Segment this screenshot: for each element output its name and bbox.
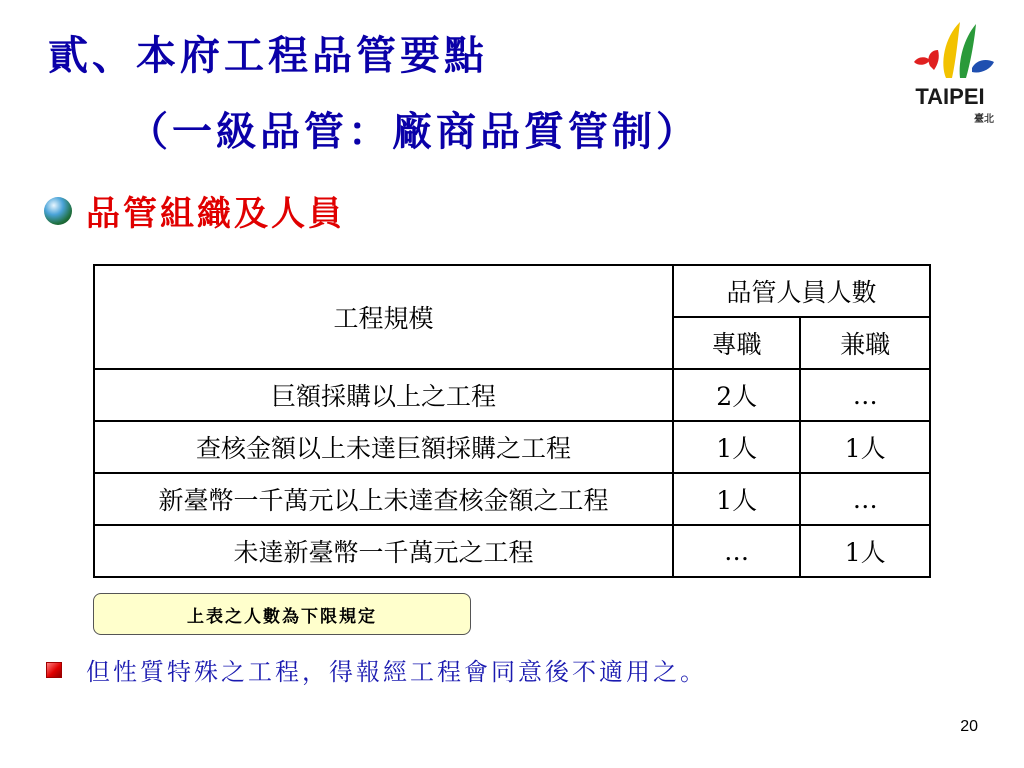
header-parttime: 兼職 xyxy=(800,317,930,369)
table-row xyxy=(94,473,930,525)
cell-fulltime: 2人 xyxy=(673,369,801,421)
cell-scale: 查核金額以上未達巨額採購之工程 xyxy=(94,421,673,473)
logo-wordmark: TAIPEI xyxy=(915,84,985,109)
slide-subtitle: （一級品管：廠商品質管制） xyxy=(128,108,700,155)
cell-scale: 新臺幣一千萬元以上未達查核金額之工程 xyxy=(94,473,673,525)
header-scale: 工程規模 xyxy=(94,265,673,369)
header-staff-count: 品管人員人數 xyxy=(673,265,930,317)
table-row xyxy=(94,369,930,421)
taipei-logo xyxy=(900,16,1000,128)
slide-title: 貳、本府工程品管要點 xyxy=(48,32,488,79)
cell-scale: 巨額採購以上之工程 xyxy=(94,369,673,421)
cell-fulltime: 1人 xyxy=(673,421,801,473)
square-bullet-icon xyxy=(46,662,62,678)
heading-bullet xyxy=(44,186,345,235)
cell-fulltime: … xyxy=(673,525,801,577)
minimum-requirement-note: 上表之人數為下限規定 xyxy=(93,593,471,635)
cell-scale: 未達新臺幣一千萬元之工程 xyxy=(94,525,673,577)
exception-bullet xyxy=(46,652,707,687)
page-number: 20 xyxy=(960,718,978,735)
cell-fulltime: 1人 xyxy=(673,473,801,525)
cell-parttime: … xyxy=(800,369,930,421)
table-row xyxy=(94,421,930,473)
table-header-row xyxy=(94,265,930,317)
taipei-logo-graphic xyxy=(900,16,1000,86)
qc-staff-table xyxy=(93,264,931,578)
cell-parttime: 1人 xyxy=(800,525,930,577)
cell-parttime: … xyxy=(800,473,930,525)
header-fulltime: 專職 xyxy=(673,317,801,369)
globe-bullet-icon xyxy=(44,197,72,225)
exception-text: 但性質特殊之工程，得報經工程會同意後不適用之。 xyxy=(86,658,707,686)
logo-subtext: 臺北 xyxy=(974,114,994,125)
table-row xyxy=(94,525,930,577)
cell-parttime: 1人 xyxy=(800,421,930,473)
section-heading: 品管組織及人員 xyxy=(86,194,345,234)
